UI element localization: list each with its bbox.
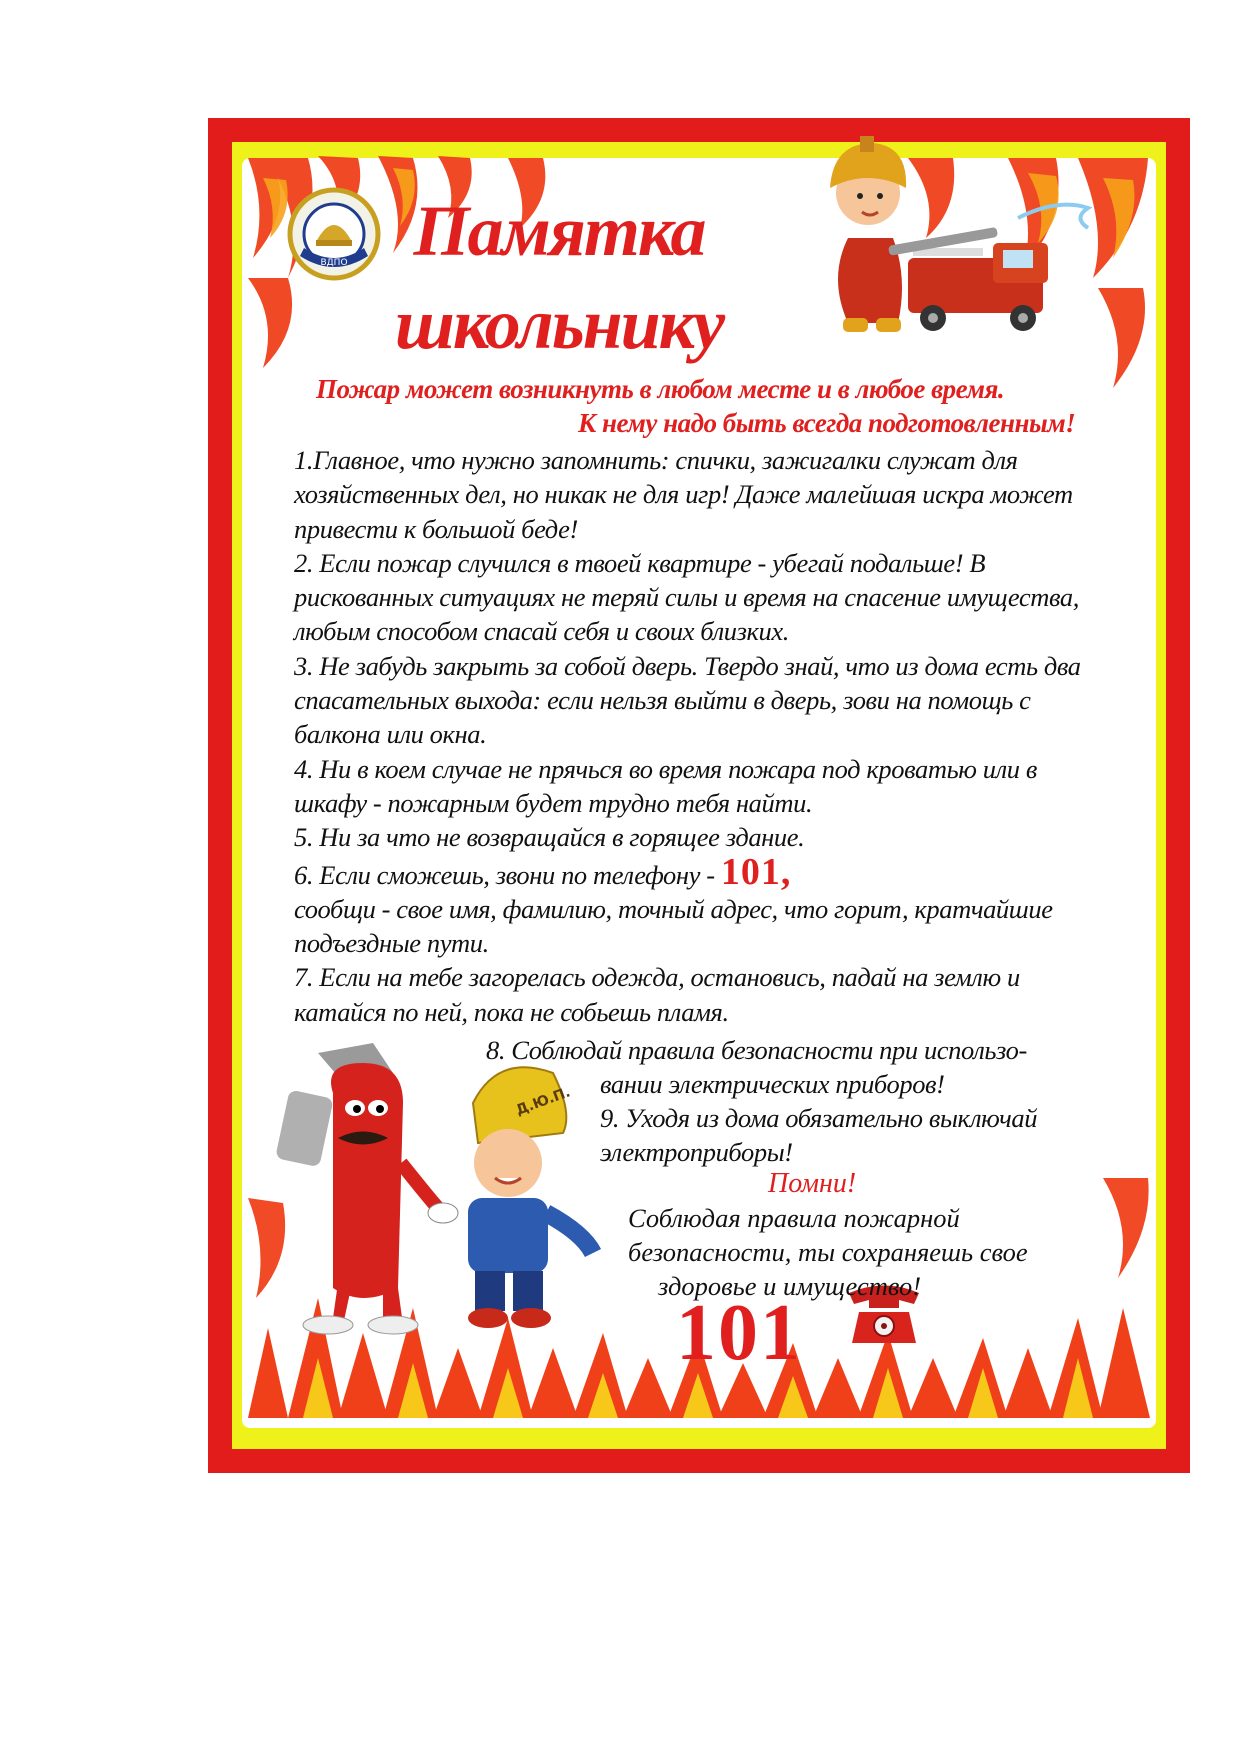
poster — [208, 118, 1190, 1473]
rule-6-rest: сообщи - свое имя, фамилию, точный адрес, что горит, кратчайшие подъездные пути. — [294, 893, 1053, 959]
rule-3: 3. Не забудь закрыть за собой дверь. Твердо знай, что из дома есть два спасательных выхода: если нельзя выйти в дверь, зови на помощь с балкона или окна. — [294, 650, 1081, 750]
closing-line-1: Соблюдая правила пожарной — [628, 1203, 960, 1233]
lead-line-2: К нему надо быть всегда подготовленным! — [578, 408, 1076, 438]
rule-6-line1 — [294, 850, 1114, 893]
extinguisher-and-boy-illustration — [263, 1033, 643, 1343]
poster-title-line2: школьнику — [394, 284, 724, 364]
emergency-phone-number: 101 — [676, 1289, 802, 1377]
rule-4: 4. Ни в коем случае не прячься во время пожара под кроватью или в шкафу - пожарным будет трудно тебя найти. — [294, 753, 1037, 818]
helmet-text: Д.Ю.П. — [513, 1084, 573, 1119]
rule-6-prefix: 6. Если сможешь, звони по телефону - — [294, 859, 721, 890]
rule-9-line2: электроприборы! — [600, 1137, 793, 1167]
rule-1: 1.Главное, что нужно запомнить: спички, зажигалки служат для хозяйственных дел, но никак не для игр! Даже малейшая искра может привести к большой беде! — [294, 445, 1073, 544]
closing-line-2: безопасности, ты сохраняешь свое — [628, 1237, 1028, 1267]
closing-line-3: здоровье и имущество! — [658, 1271, 922, 1301]
rule-8-line1: 8. Соблюдай правила безопасности при использо- — [486, 1035, 1027, 1065]
rule-9-line1: 9. Уходя из дома обязательно выключай — [600, 1103, 1038, 1133]
rule-7: 7. Если на тебе загорелась одежда, остановись, падай на землю и катайся по ней, пока не собьешь пламя. — [294, 962, 1020, 1027]
poster-title-line1: Памятка — [413, 191, 705, 271]
remember-heading: Помни! — [768, 1168, 857, 1199]
rules-list — [294, 443, 1114, 1029]
rule-2: 2. Если пожар случился в твоей квартире - убегай подальше! В рискованных ситуациях не теряй силы и время на спасение имущества, любым способом спасай себя и своих близких. — [294, 547, 1079, 647]
lead-line-1: Пожар может возникнуть в любом месте и в любое время. — [316, 374, 1005, 404]
rule-8-line2: вании электрических приборов! — [600, 1069, 945, 1099]
emblem-text: ВДПО — [320, 258, 348, 268]
rule-5: 5. Ни за что не возвращайся в горящее здание. — [294, 822, 805, 853]
rule-6-phone-number: 101, — [720, 850, 792, 893]
